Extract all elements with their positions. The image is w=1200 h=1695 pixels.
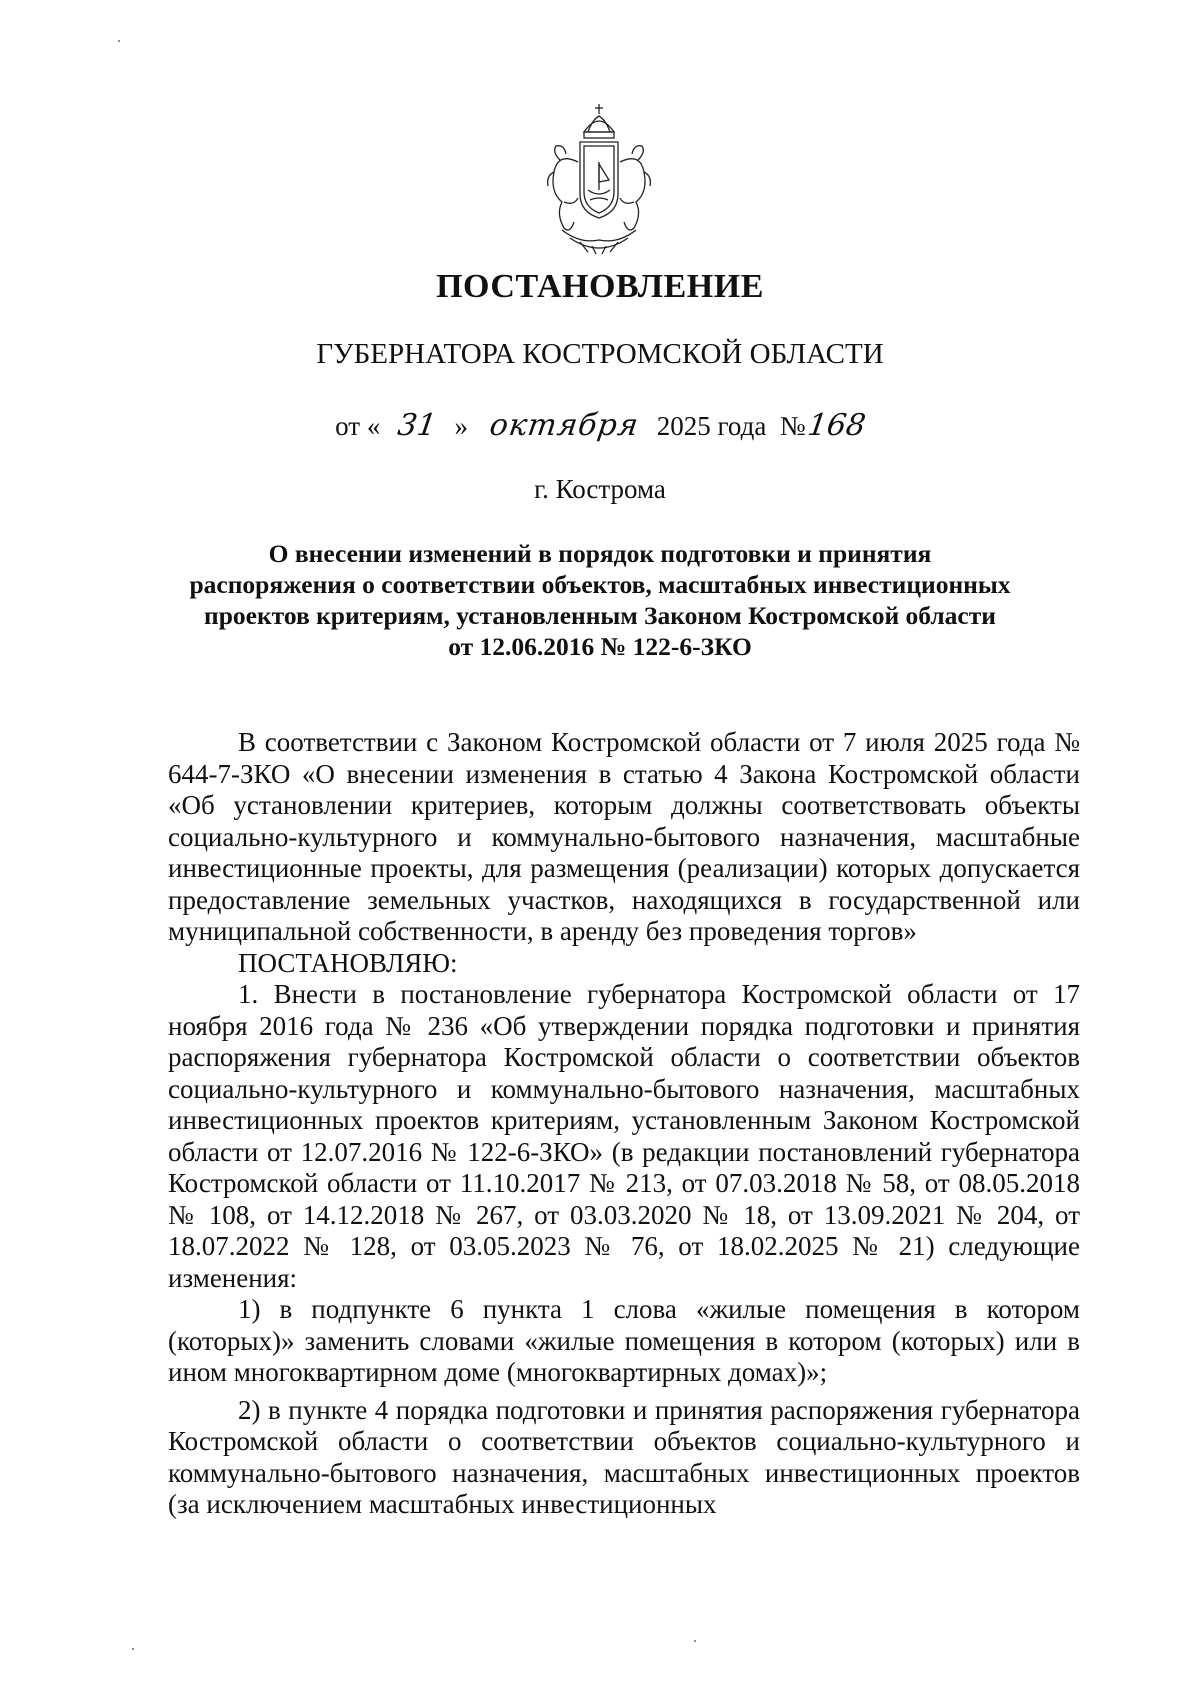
document-body	[168, 727, 1080, 1521]
subclause-2-paragraph: 2) в пункте 4 порядка подготовки и принятия распоряжения губернатора Костромской области о соответствии объектов социально-культурного и коммунально-бытового назначения, масштабных инвестиционных проектов (за исключением масштабных инвестиционных	[168, 1394, 1080, 1519]
issuer-subtitle: ГУБЕРНАТОРА КОСТРОМСКОЙ ОБЛАСТИ	[316, 338, 884, 370]
date-line	[0, 408, 1200, 443]
city-line: г. Кострома	[534, 474, 666, 504]
date-year: 2025 года	[656, 411, 767, 441]
clause-1-paragraph: 1. Внести в постановление губернатора Костромской области от 17 ноября 2016 года № 236 «Об утверждении порядка подготовки и принятия распоряжения губернатора Костромской области о соответствии объектов социально-культурного и коммунально-бытового назначения, масштабных инвестиционных проектов критериям, установленным Законом Костромской области от 12.07.2016 № 122-6-ЗКО» (в редакции постановлений губернатора Костромской области от 11.10.2017 № 213, от 07.03.2018 № 58, от 08.05.2018 № 108, от 14.12.2018 № 267, от 03.03.2020 № 18, от 13.09.2021 № 204, от 18.07.2022 № 128, от 03.05.2023 № 76, от 18.02.2025 № 21) следующие изменения:	[168, 979, 1080, 1293]
document-title: ПОСТАНОВЛЕНИЕ	[436, 268, 764, 305]
preamble-paragraph: В соответствии с Законом Костромской области от 7 июля 2025 года № 644-7-ЗКО «О внесении изменения в статью 4 Закона Костромской области «Об установлении критериев, которым должны соответствовать объекты социально-культурного и коммунально-бытового назначения, масштабные инвестиционные проекты, для размещения (реализации) которых допускается предоставление земельных участков, находящихся в государственной или муниципальной собственности, в аренду без проведения торгов»	[168, 727, 1080, 946]
decree-keyword: ПОСТАНОВЛЯЮ:	[238, 947, 458, 978]
heading-line: от 12.06.2016 № 122-6-ЗКО	[448, 632, 752, 661]
handwritten-day: 31	[395, 408, 439, 443]
handwritten-number: 168	[805, 408, 868, 443]
subclause-1-paragraph: 1) в подпункте 6 пункта 1 слова «жилые помещения в котором (которых)» заменить словами «жилые помещения в котором (которых) или в ином многоквартирном доме (многоквартирных домах)»;	[168, 1294, 1080, 1387]
handwritten-month: октября	[487, 408, 642, 443]
scan-speck	[118, 40, 120, 42]
number-label: №	[779, 411, 806, 441]
scan-speck	[132, 1648, 134, 1650]
heading-line: распоряжения о соответствии объектов, масштабных инвестиционных	[189, 570, 1011, 599]
document-heading	[160, 538, 1040, 662]
heading-line: О внесении изменений в порядок подготовки и принятия	[268, 539, 932, 568]
scan-speck	[694, 1640, 696, 1642]
date-prefix: от «	[335, 411, 381, 441]
date-quote-close: »	[454, 411, 469, 441]
coat-of-arms-emblem	[540, 102, 658, 262]
heading-line: проектов критериям, установленным Законом Костромской области	[204, 601, 996, 630]
